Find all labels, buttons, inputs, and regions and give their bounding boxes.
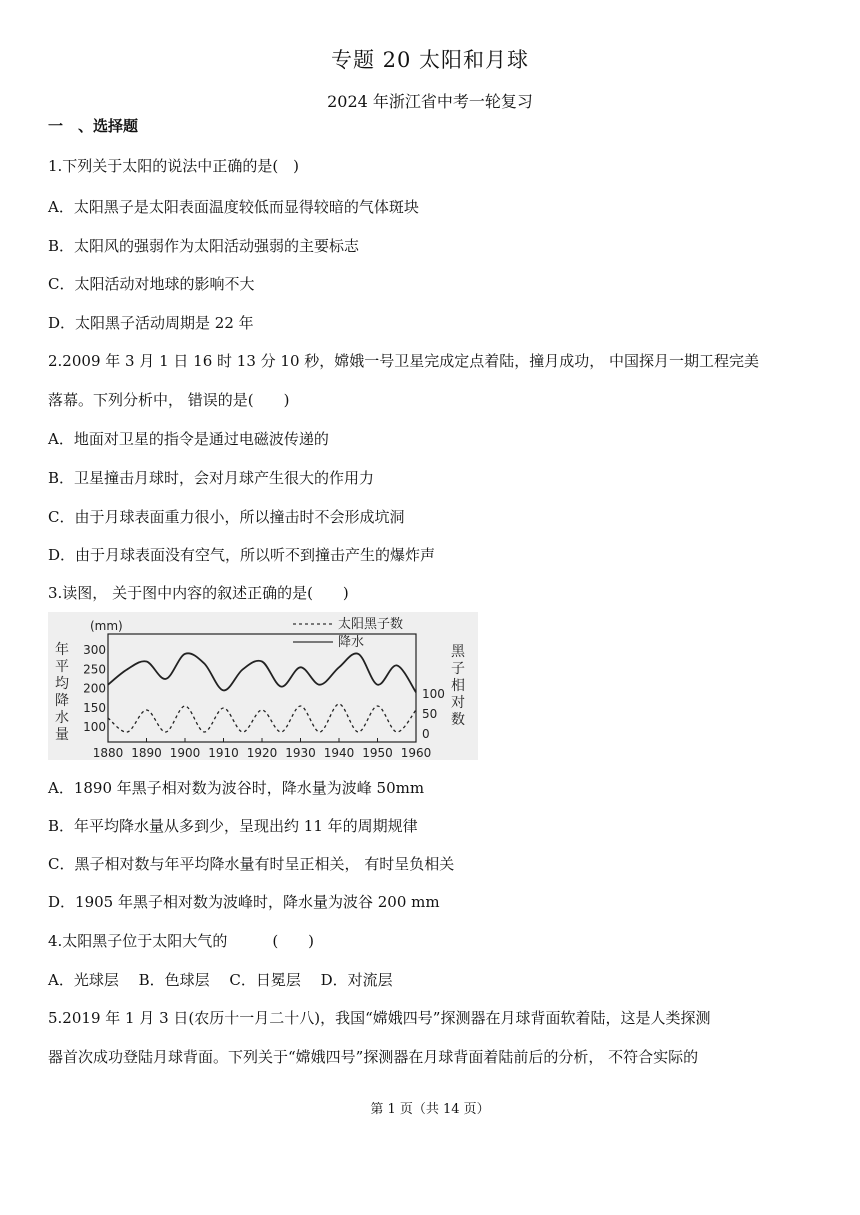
left-axis-label-char: 降	[55, 693, 69, 709]
question-3-option-b: B．年平均降水量从多到少，呈现出约 11 年的周期规律	[48, 817, 418, 835]
page-subtitle: 2024 年浙江省中考一轮复习	[327, 92, 533, 111]
left-axis-unit: (mm)	[90, 619, 123, 633]
right-axis-label-char: 子	[451, 661, 465, 677]
right-axis-label-char: 黑	[451, 644, 465, 660]
page-footer: 第 1 页（共 14 页）	[370, 1102, 490, 1117]
legend-label-precip: 降水	[338, 635, 365, 650]
page-title: 专题 20 太阳和月球	[330, 48, 530, 72]
x-tick-label: 1930	[285, 746, 316, 760]
question-4-stem: 4.太阳黑子位于太阳大气的 ( )	[48, 932, 315, 950]
left-axis-label-char: 平	[55, 659, 69, 675]
right-tick-label: 0	[422, 727, 430, 741]
x-tick-label: 1890	[131, 746, 162, 760]
x-tick-label: 1920	[246, 746, 278, 760]
question-2-stem-line-1: 2.2009 年 3 月 1 日 16 时 13 分 10 秒，嫦娥一号卫星完成定点着陆，撞月成功， 中国探月一期工程完美	[48, 352, 760, 370]
question-5-stem-line-2: 器首次成功登陆月球背面。下列关于“嫦娥四号”探测器在月球背面着陆前后的分析， 不符合实际的	[48, 1048, 699, 1066]
left-axis-label-char: 水	[55, 710, 69, 726]
question-2-option-b: B．卫星撞击月球时，会对月球产生很大的作用力	[48, 469, 375, 487]
x-tick-label: 1960	[400, 746, 432, 760]
right-axis-label-char: 对	[451, 695, 465, 711]
question-3-option-a: A．1890 年黑子相对数为波谷时，降水量为波峰 50mm	[48, 779, 425, 797]
sunspot-precipitation-chart	[48, 612, 478, 760]
question-5-stem-line-1: 5.2019 年 1 月 3 日(农历十一月二十八)，我国“嫦娥四号”探测器在月球背面软着陆，这是人类探测	[48, 1009, 711, 1027]
right-axis-label-char: 数	[451, 712, 465, 728]
x-tick-label: 1940	[323, 746, 355, 760]
legend-label-sunspot: 太阳黑子数	[338, 617, 404, 632]
question-3-option-d: D．1905 年黑子相对数为波峰时，降水量为波谷 200 mm	[48, 893, 440, 911]
question-2-stem-line-2: 落幕。下列分析中， 错误的是( )	[48, 391, 290, 409]
left-axis-label-char: 均	[55, 676, 69, 692]
right-axis-label-char: 相	[451, 678, 465, 694]
question-3-stem: 3.读图， 关于图中内容的叙述正确的是( )	[48, 584, 349, 602]
question-1-stem: 1.下列关于太阳的说法中正确的是( )	[48, 157, 300, 175]
left-tick-label: 300	[83, 643, 106, 657]
question-1-option-a: A．太阳黑子是太阳表面温度较低而显得较暗的气体斑块	[48, 198, 419, 216]
question-3-option-c: C．黑子相对数与年平均降水量有时呈正相关， 有时呈负相关	[48, 855, 455, 873]
left-tick-label: 100	[83, 720, 106, 734]
x-tick-label: 1910	[208, 746, 239, 760]
question-4-options: A．光球层 B．色球层 C．日冕层 D．对流层	[48, 971, 393, 989]
left-axis-label-char: 量	[55, 727, 69, 743]
question-2-option-d: D．由于月球表面没有空气，所以听不到撞击产生的爆炸声	[48, 546, 436, 564]
x-tick-label: 1900	[169, 746, 201, 760]
left-axis-label-char: 年	[55, 642, 69, 658]
x-tick-label: 1880	[92, 746, 124, 760]
x-tick-label: 1950	[362, 746, 393, 760]
question-1-option-d: D．太阳黑子活动周期是 22 年	[48, 314, 254, 332]
section-heading: 一 、选择题	[48, 117, 139, 135]
question-1-option-c: C．太阳活动对地球的影响不大	[48, 275, 255, 293]
left-tick-label: 200	[83, 681, 106, 696]
right-tick-label: 100	[422, 687, 445, 701]
question-1-option-b: B．太阳风的强弱作为太阳活动强弱的主要标志	[48, 237, 360, 255]
left-tick-label: 150	[83, 700, 106, 715]
right-tick-label: 50	[422, 707, 438, 721]
chart-svg	[48, 612, 478, 760]
left-tick-label: 250	[83, 662, 106, 677]
question-2-option-c: C．由于月球表面重力很小，所以撞击时不会形成坑洞	[48, 508, 405, 526]
question-2-option-a: A．地面对卫星的指令是通过电磁波传递的	[48, 430, 329, 448]
